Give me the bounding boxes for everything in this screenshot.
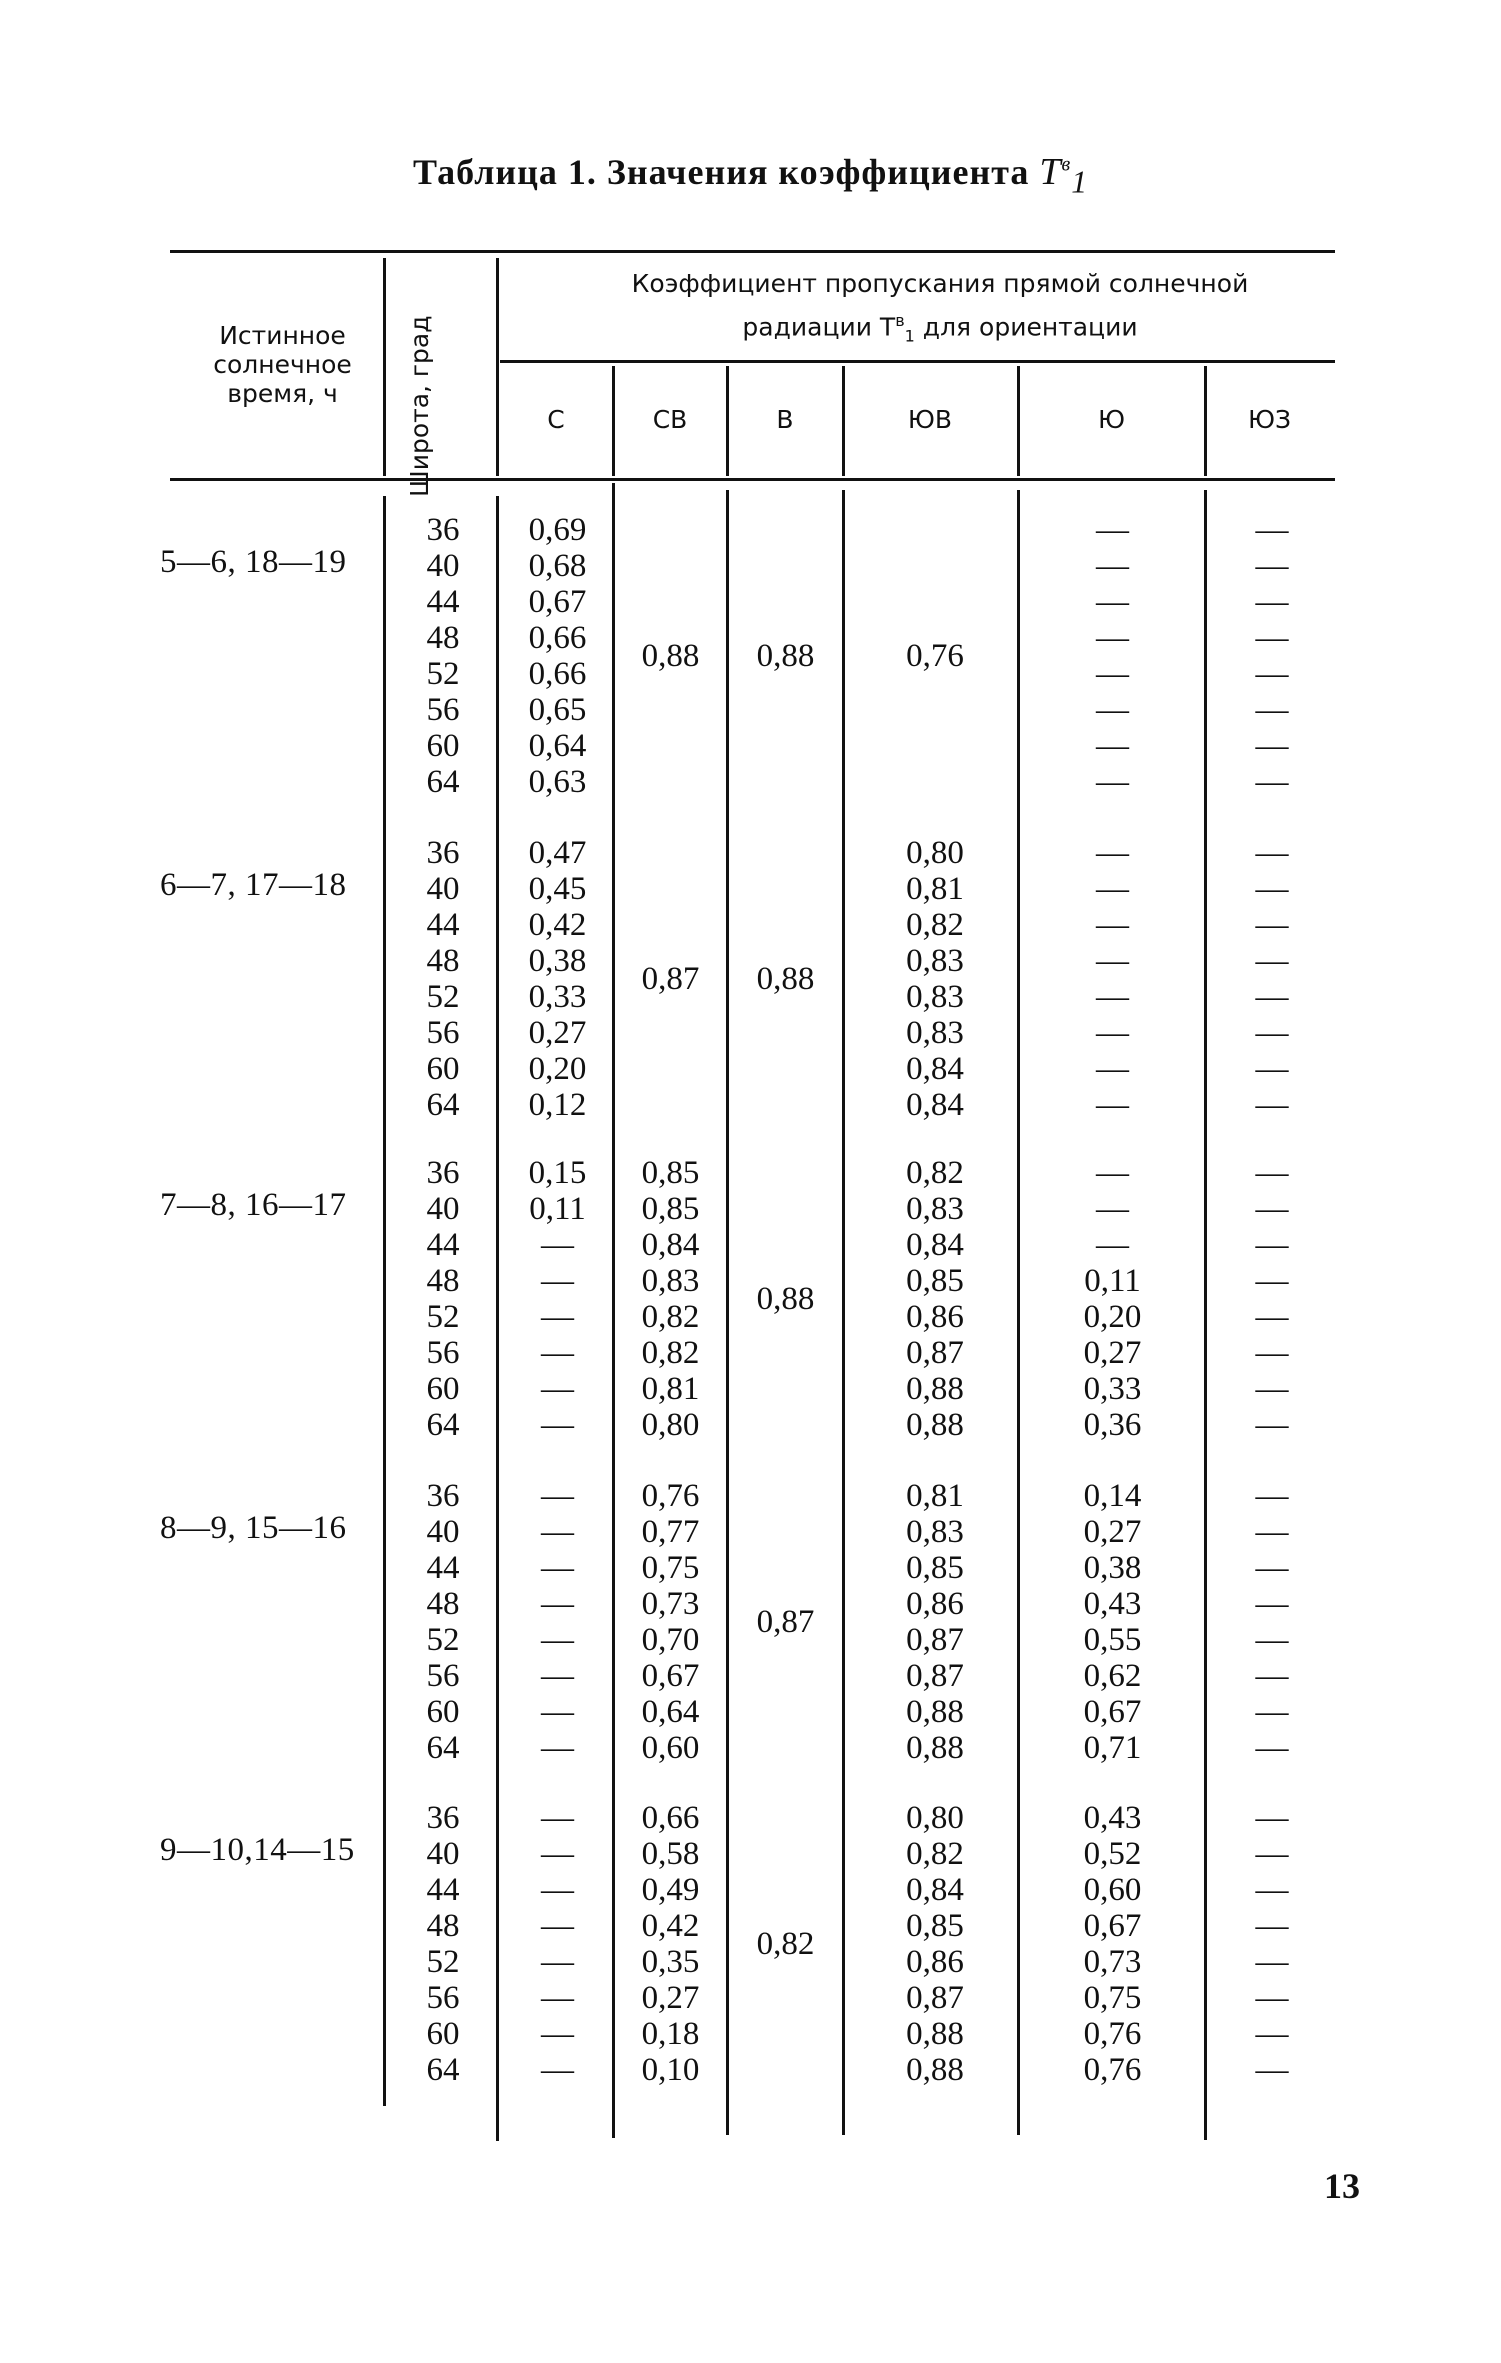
table-cell: 64 — [426, 1730, 460, 1766]
table-cell: 0,88 — [906, 2016, 964, 2052]
table-cell: 0,66 — [528, 620, 587, 656]
table-cell: 0,60 — [1083, 1872, 1142, 1908]
table-cell: 0,81 — [906, 1478, 964, 1514]
table-cell: 0,62 — [1083, 1658, 1142, 1694]
table-cell: 0,75 — [1083, 1980, 1142, 2016]
table-top-rule — [170, 250, 1335, 253]
table-cell: — — [1255, 2052, 1289, 2088]
table-cell: — — [541, 1478, 574, 1514]
table-cell: 0,63 — [528, 764, 587, 800]
table-cell: — — [1255, 1478, 1289, 1514]
table-cell: 44 — [426, 1227, 460, 1263]
table-cell: — — [541, 1299, 574, 1335]
table-cell: 0,55 — [1083, 1622, 1142, 1658]
table-title — [0, 150, 1501, 201]
merged-cell-sv: 0,87 — [641, 961, 700, 997]
table-cell: 0,18 — [641, 2016, 700, 2052]
table-cell: 0,84 — [906, 1051, 964, 1087]
table-cell: — — [541, 2016, 574, 2052]
table-cell: — — [1255, 1694, 1289, 1730]
table-cell: 0,88 — [906, 1730, 964, 1766]
table-cell: — — [541, 1694, 574, 1730]
table-cell: — — [1096, 1227, 1129, 1263]
table-cell: 0,64 — [641, 1694, 700, 1730]
table-cell: — — [541, 1658, 574, 1694]
header-divider-time — [383, 258, 386, 476]
table-cell: 0,86 — [906, 1299, 964, 1335]
table-cell: 0,49 — [641, 1872, 700, 1908]
table-cell: 0,87 — [906, 1980, 964, 2016]
table-cell: 36 — [426, 1800, 460, 1836]
table-cell: — — [541, 1872, 574, 1908]
time-label: 5—6, 18—19 — [160, 544, 347, 580]
table-cell: — — [1255, 1836, 1289, 1872]
table-cell: — — [1255, 1550, 1289, 1586]
column-yuz — [1212, 512, 1332, 800]
column-lat — [398, 1155, 488, 1443]
time-label: 8—9, 15—16 — [160, 1510, 347, 1546]
table-cell: 0,43 — [1083, 1586, 1142, 1622]
table-cell: — — [541, 1800, 574, 1836]
table-cell: 44 — [426, 1872, 460, 1908]
table-cell: 60 — [426, 1051, 460, 1087]
table-cell: — — [1255, 512, 1289, 548]
table-cell: 0,82 — [641, 1335, 700, 1371]
table-cell: 0,33 — [528, 979, 587, 1015]
table-cell: 0,67 — [528, 584, 587, 620]
table-cell: 0,66 — [528, 656, 587, 692]
table-cell: 0,81 — [906, 871, 964, 907]
table-cell: 52 — [426, 656, 460, 692]
header-orient-v: В — [776, 405, 794, 434]
table-cell: 60 — [426, 2016, 460, 2052]
column-s — [505, 1478, 610, 1766]
table-cell: 36 — [426, 512, 460, 548]
table-cell: — — [1255, 1980, 1289, 2016]
table-cell: 0,88 — [906, 2052, 964, 2088]
table-cell: 64 — [426, 1087, 460, 1123]
table-cell: 48 — [426, 1263, 460, 1299]
table-cell: 0,12 — [528, 1087, 587, 1123]
table-cell: — — [1096, 1051, 1129, 1087]
table-cell: 0,73 — [1083, 1944, 1142, 1980]
column-yuv — [855, 1478, 1015, 1766]
table-cell: — — [1255, 1191, 1289, 1227]
table-cell: 40 — [426, 1836, 460, 1872]
table-cell: 0,64 — [528, 728, 587, 764]
table-cell: — — [541, 1335, 574, 1371]
table-cell: — — [1255, 1908, 1289, 1944]
table-cell: 0,83 — [641, 1263, 700, 1299]
table-cell: 0,42 — [641, 1908, 700, 1944]
table-cell: 36 — [426, 835, 460, 871]
table-cell: 0,83 — [906, 1191, 964, 1227]
table-cell: 0,11 — [1084, 1263, 1141, 1299]
table-cell: 0,38 — [528, 943, 587, 979]
table-cell: — — [541, 1550, 574, 1586]
table-cell: 0,14 — [1083, 1478, 1142, 1514]
table-cell: — — [1255, 2016, 1289, 2052]
table-cell: — — [1096, 835, 1129, 871]
table-cell: 0,87 — [906, 1335, 964, 1371]
table-cell: — — [1096, 943, 1129, 979]
table-cell: — — [541, 1980, 574, 2016]
column-lat — [398, 1800, 488, 2088]
column-s — [505, 512, 610, 800]
column-yuz — [1212, 1155, 1332, 1443]
table-cell: — — [1096, 1015, 1129, 1051]
column-yu — [1030, 1478, 1195, 1766]
table-cell: 0,67 — [1083, 1694, 1142, 1730]
header-orient-s: С — [547, 405, 565, 434]
table-cell: — — [541, 1586, 574, 1622]
table-cell: 0,15 — [528, 1155, 587, 1191]
table-cell: — — [1255, 728, 1289, 764]
table-cell: 64 — [426, 764, 460, 800]
table-cell: — — [1255, 1658, 1289, 1694]
column-lat — [398, 1478, 488, 1766]
header-coef-line2: радиации $T^в_1$ для ориентации — [742, 311, 1138, 346]
table-cell: 0,43 — [1083, 1800, 1142, 1836]
table-cell: — — [1255, 1622, 1289, 1658]
merged-cell-v: 0,82 — [756, 1926, 815, 1962]
table-cell: 0,85 — [906, 1550, 964, 1586]
header-orient-yuv: ЮВ — [907, 405, 953, 434]
table-cell: 0,85 — [906, 1908, 964, 1944]
table-cell: — — [1255, 1051, 1289, 1087]
table-cell: 0,76 — [1083, 2052, 1142, 2088]
table-cell: 0,75 — [641, 1550, 700, 1586]
table-cell: 0,70 — [641, 1622, 700, 1658]
table-cell: — — [1255, 1514, 1289, 1550]
table-cell: — — [541, 1622, 574, 1658]
table-cell: — — [1096, 871, 1129, 907]
merged-cell-v: 0,88 — [756, 961, 815, 997]
header-latitude: Широта, град — [405, 315, 434, 497]
column-yuz — [1212, 835, 1332, 1123]
table-cell: 40 — [426, 871, 460, 907]
table-cell: 40 — [426, 548, 460, 584]
row-group — [0, 1800, 1501, 2088]
column-yu — [1030, 1155, 1195, 1443]
table-cell: 0,60 — [641, 1730, 700, 1766]
table-cell: 0,68 — [528, 548, 587, 584]
table-cell: 56 — [426, 1658, 460, 1694]
table-cell: 56 — [426, 692, 460, 728]
table-cell: 44 — [426, 1550, 460, 1586]
table-cell: 0,85 — [641, 1155, 700, 1191]
table-cell: 64 — [426, 2052, 460, 2088]
table-cell: — — [1255, 871, 1289, 907]
table-cell: — — [1096, 1155, 1129, 1191]
table-cell: — — [1096, 907, 1129, 943]
table-cell: 0,84 — [906, 1087, 964, 1123]
table-cell: — — [1255, 1872, 1289, 1908]
time-label: 6—7, 17—18 — [160, 867, 347, 903]
table-cell: 0,35 — [641, 1944, 700, 1980]
table-cell: — — [1096, 764, 1129, 800]
row-group — [0, 835, 1501, 1123]
table-cell: 0,84 — [641, 1227, 700, 1263]
table-cell: 0,82 — [906, 1836, 964, 1872]
table-cell: — — [1255, 835, 1289, 871]
table-cell: 0,82 — [641, 1299, 700, 1335]
table-cell: — — [1255, 1730, 1289, 1766]
table-cell: — — [1255, 692, 1289, 728]
table-cell: 0,67 — [1083, 1908, 1142, 1944]
table-cell: 44 — [426, 584, 460, 620]
table-cell: — — [1255, 1227, 1289, 1263]
table-cell: 64 — [426, 1407, 460, 1443]
table-cell: — — [1255, 656, 1289, 692]
table-cell: 60 — [426, 1694, 460, 1730]
table-cell: 0,82 — [906, 1155, 964, 1191]
table-cell: — — [1096, 656, 1129, 692]
table-cell: — — [1096, 620, 1129, 656]
merged-cell-yuv: 0,76 — [906, 638, 964, 674]
table-cell: 0,83 — [906, 1015, 964, 1051]
table-cell: 0,33 — [1083, 1371, 1142, 1407]
table-cell: 0,77 — [641, 1514, 700, 1550]
title-text: Таблица 1. Значения коэффициента — [412, 152, 1030, 192]
column-yuz — [1212, 1800, 1332, 2088]
table-cell: 52 — [426, 1622, 460, 1658]
table-cell: 52 — [426, 979, 460, 1015]
table-cell: 0,88 — [906, 1371, 964, 1407]
table-cell: — — [1096, 512, 1129, 548]
table-cell: 48 — [426, 943, 460, 979]
column-yuv — [855, 1155, 1015, 1443]
table-cell: — — [1255, 1800, 1289, 1836]
table-cell: 40 — [426, 1514, 460, 1550]
merged-cell-v: 0,88 — [756, 638, 815, 674]
table-cell: 48 — [426, 1908, 460, 1944]
header-time: Истинное солнечное время, ч — [213, 321, 352, 408]
table-cell: 0,27 — [1083, 1335, 1142, 1371]
table-cell: — — [1255, 548, 1289, 584]
table-cell: 0,86 — [906, 1586, 964, 1622]
table-cell: 0,27 — [528, 1015, 587, 1051]
table-cell: — — [1096, 979, 1129, 1015]
column-yuv — [855, 835, 1015, 1123]
column-s — [505, 1155, 610, 1443]
table-cell: — — [1096, 584, 1129, 620]
column-lat — [398, 512, 488, 800]
table-cell: — — [541, 1908, 574, 1944]
column-yu — [1030, 1800, 1195, 2088]
table-cell: 0,86 — [906, 1944, 964, 1980]
table-cell: 0,80 — [641, 1407, 700, 1443]
table-cell: 0,36 — [1083, 1407, 1142, 1443]
table-cell: — — [541, 1730, 574, 1766]
table-cell: — — [1255, 1371, 1289, 1407]
table-cell: 0,81 — [641, 1371, 700, 1407]
table-cell: 60 — [426, 1371, 460, 1407]
column-s — [505, 835, 610, 1123]
table-cell: — — [541, 2052, 574, 2088]
column-sv — [618, 1155, 723, 1443]
table-cell: — — [1255, 1407, 1289, 1443]
table-cell: 0,87 — [906, 1658, 964, 1694]
column-yuv — [855, 1800, 1015, 2088]
table-cell: 48 — [426, 1586, 460, 1622]
header-coef-line1: Коэффициент пропускания прямой солнечной — [631, 269, 1249, 298]
table-cell: — — [1255, 584, 1289, 620]
table-cell: 56 — [426, 1335, 460, 1371]
coef-header-rule — [500, 360, 1335, 363]
table-cell: — — [541, 1407, 574, 1443]
table-cell: 0,71 — [1083, 1730, 1142, 1766]
row-group — [0, 1478, 1501, 1766]
table-cell: 0,52 — [1083, 1836, 1142, 1872]
table-cell: — — [1255, 1944, 1289, 1980]
table-cell: 0,76 — [1083, 2016, 1142, 2052]
table-cell: 48 — [426, 620, 460, 656]
table-cell: 0,45 — [528, 871, 587, 907]
table-cell: — — [541, 1944, 574, 1980]
table-cell: 56 — [426, 1980, 460, 2016]
table-cell: — — [541, 1263, 574, 1299]
table-cell: — — [1255, 1263, 1289, 1299]
table-cell: 0,83 — [906, 1514, 964, 1550]
table-cell: 0,87 — [906, 1622, 964, 1658]
time-label: 7—8, 16—17 — [160, 1187, 347, 1223]
column-yu — [1030, 512, 1195, 800]
header-bottom-rule — [170, 478, 1335, 481]
table-cell: 0,88 — [906, 1694, 964, 1730]
table-cell: 0,38 — [1083, 1550, 1142, 1586]
header-orient-yu: Ю — [1098, 405, 1125, 434]
table-cell: 0,83 — [906, 979, 964, 1015]
table-cell: 36 — [426, 1155, 460, 1191]
table-cell: — — [1096, 692, 1129, 728]
merged-cell-v: 0,87 — [756, 1604, 815, 1640]
table-cell: 0,67 — [641, 1658, 700, 1694]
table-cell: 0,85 — [641, 1191, 700, 1227]
table-cell: 0,73 — [641, 1586, 700, 1622]
column-yuz — [1212, 1478, 1332, 1766]
table-cell: 56 — [426, 1015, 460, 1051]
header-orient-sv: СВ — [652, 405, 688, 434]
table-cell: — — [1255, 1586, 1289, 1622]
table-cell: 60 — [426, 728, 460, 764]
table-cell: 0,42 — [528, 907, 587, 943]
table-cell: — — [1096, 548, 1129, 584]
table-cell: 44 — [426, 907, 460, 943]
row-group — [0, 1155, 1501, 1443]
table-cell: 0,27 — [641, 1980, 700, 2016]
table-cell: 0,83 — [906, 943, 964, 979]
table-cell: 0,82 — [906, 907, 964, 943]
table-cell: 0,80 — [906, 835, 964, 871]
column-sv — [618, 1800, 723, 2088]
table-cell: 40 — [426, 1191, 460, 1227]
column-s — [505, 1800, 610, 2088]
table-cell: — — [1255, 1299, 1289, 1335]
table-cell: 0,66 — [641, 1800, 700, 1836]
table-cell: 0,10 — [641, 2052, 700, 2088]
table-cell: — — [1255, 1155, 1289, 1191]
table-cell: 0,76 — [641, 1478, 700, 1514]
table-cell: — — [541, 1227, 574, 1263]
table-cell: — — [1255, 1015, 1289, 1051]
table-cell: 0,58 — [641, 1836, 700, 1872]
table-cell: — — [1255, 1335, 1289, 1371]
table-cell: 0,85 — [906, 1263, 964, 1299]
table-cell: 52 — [426, 1299, 460, 1335]
table-cell: 36 — [426, 1478, 460, 1514]
header-orient-yuz: ЮЗ — [1247, 405, 1292, 434]
table-cell: — — [1255, 1087, 1289, 1123]
column-sv — [618, 1478, 723, 1766]
column-yu — [1030, 835, 1195, 1123]
merged-cell-v: 0,88 — [756, 1281, 815, 1317]
title-symbol: $T^в_1$ — [1039, 151, 1089, 200]
table-cell: 0,20 — [528, 1051, 587, 1087]
header-divider-lat — [496, 258, 499, 476]
table-cell: — — [1096, 728, 1129, 764]
table-cell: — — [1255, 620, 1289, 656]
table-cell: — — [541, 1371, 574, 1407]
merged-cell-sv: 0,88 — [641, 638, 700, 674]
time-label: 9—10,14—15 — [160, 1832, 355, 1868]
table-cell: 0,84 — [906, 1227, 964, 1263]
table-cell: 0,84 — [906, 1872, 964, 1908]
table-cell: 0,20 — [1083, 1299, 1142, 1335]
table-cell: 0,88 — [906, 1407, 964, 1443]
table-cell: 0,80 — [906, 1800, 964, 1836]
page-number: 13 — [1324, 2166, 1360, 2206]
table-cell: — — [1255, 979, 1289, 1015]
table-cell: — — [541, 1514, 574, 1550]
row-group — [0, 512, 1501, 800]
table-cell: — — [1255, 907, 1289, 943]
table-cell: — — [1096, 1191, 1129, 1227]
table-cell: 52 — [426, 1944, 460, 1980]
table-cell: 0,47 — [528, 835, 587, 871]
table-cell: — — [1255, 764, 1289, 800]
table-cell: 0,69 — [528, 512, 587, 548]
table-cell: — — [1255, 943, 1289, 979]
table-cell: — — [541, 1836, 574, 1872]
table-cell: 0,65 — [528, 692, 587, 728]
table-cell: — — [1096, 1087, 1129, 1123]
table-cell: 0,27 — [1083, 1514, 1142, 1550]
column-lat — [398, 835, 488, 1123]
table-cell: 0,11 — [529, 1191, 586, 1227]
